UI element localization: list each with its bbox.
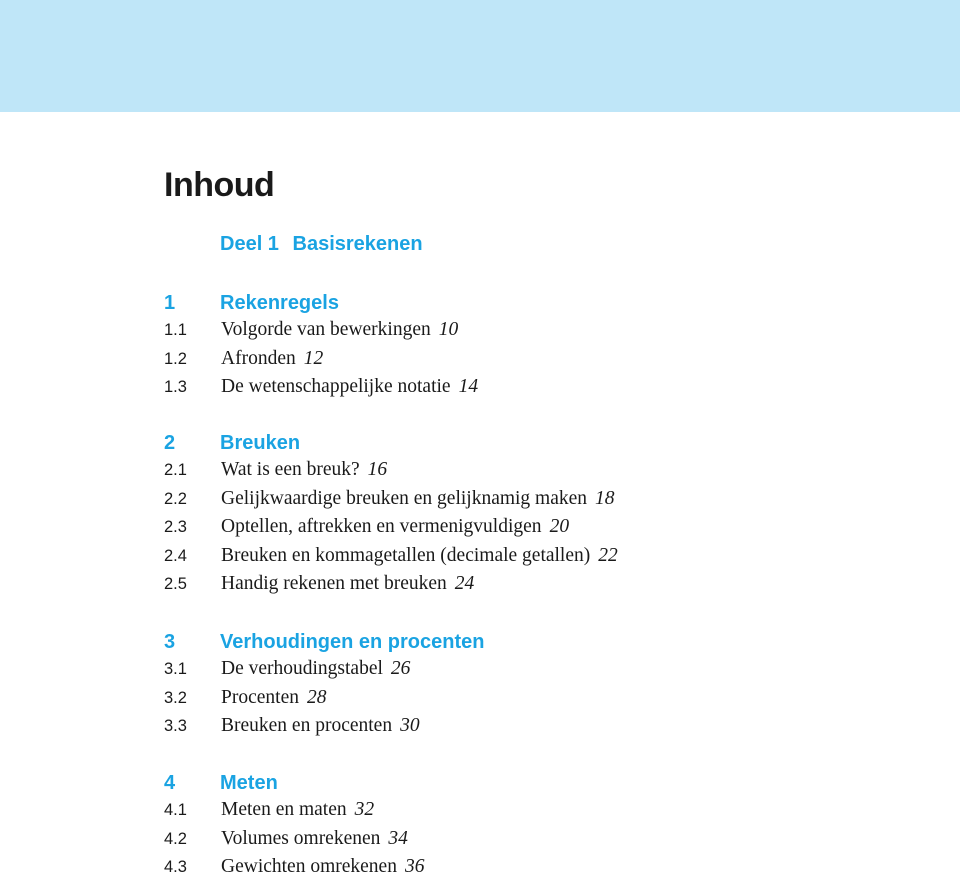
- section-title: Volgorde van bewerkingen: [221, 319, 431, 340]
- toc-entry[interactable]: [0, 544, 960, 573]
- page-number: 28: [306, 686, 327, 708]
- section-number: 2.2: [164, 489, 187, 508]
- section-title: Breuken en kommagetallen (decimale getallen): [221, 544, 591, 566]
- section-number: 3.1: [164, 660, 187, 678]
- chapter-4: [0, 768, 960, 884]
- chapter-heading[interactable]: [0, 768, 960, 798]
- section-title: Gelijkwaardige breuken en gelijknamig maken: [221, 487, 588, 509]
- toc-entry[interactable]: [0, 855, 960, 884]
- toc-entry[interactable]: [0, 827, 960, 856]
- part-heading: [220, 233, 423, 256]
- section-title: Wat is een breuk?: [221, 459, 360, 480]
- section-title: De verhoudingstabel: [221, 658, 383, 679]
- page-number: 30: [400, 715, 420, 736]
- part-number: Deel 1: [220, 233, 279, 255]
- section-number: 1.1: [164, 321, 187, 339]
- chapter-2: [0, 428, 960, 601]
- page-number: 24: [454, 573, 475, 594]
- section-title: Handig rekenen met breuken: [221, 573, 447, 594]
- toc-entry[interactable]: [0, 714, 960, 743]
- page-number: 36: [404, 856, 425, 877]
- section-number: 1.3: [164, 378, 187, 396]
- chapter-title: Rekenregels: [220, 292, 339, 314]
- toc-entry[interactable]: [0, 487, 960, 516]
- section-number: 4.3: [164, 858, 187, 876]
- header-band: [0, 0, 960, 112]
- section-title: Optellen, aftrekken en vermenigvuldigen: [221, 516, 542, 537]
- page-number: 10: [438, 319, 459, 340]
- section-number: 2.1: [164, 461, 187, 479]
- chapter-title: Meten: [220, 772, 278, 794]
- part-title: Basisrekenen: [292, 233, 423, 255]
- page-number: 20: [549, 516, 570, 537]
- section-title: Volumes omrekenen: [221, 827, 381, 849]
- toc-entry[interactable]: [0, 657, 960, 686]
- section-number: 2.5: [164, 575, 187, 593]
- chapter-3: [0, 627, 960, 743]
- toc-entry[interactable]: [0, 798, 960, 827]
- page-number: 18: [595, 487, 615, 509]
- section-title: Breuken en procenten: [221, 715, 393, 736]
- chapter-number: 4: [164, 772, 176, 794]
- toc-entry[interactable]: [0, 515, 960, 544]
- section-number: 2.3: [164, 518, 187, 536]
- section-number: 2.4: [164, 546, 187, 565]
- page-number: 26: [390, 658, 411, 679]
- chapter-number: 2: [164, 432, 176, 454]
- section-number: 4.2: [164, 829, 187, 848]
- toc-entry[interactable]: [0, 375, 960, 404]
- toc-entry[interactable]: [0, 572, 960, 601]
- toc-entry[interactable]: [0, 318, 960, 347]
- page-number: 32: [354, 799, 375, 820]
- toc-entry[interactable]: [0, 458, 960, 487]
- chapter-title: Verhoudingen en procenten: [220, 631, 485, 653]
- section-title: De wetenschappelijke notatie: [221, 376, 451, 397]
- section-number: 3.3: [164, 717, 187, 735]
- page-number: 34: [388, 827, 408, 849]
- section-number: 1.2: [164, 349, 187, 368]
- chapter-heading[interactable]: [0, 428, 960, 458]
- chapter-title: Breuken: [220, 432, 301, 454]
- section-number: 3.2: [164, 688, 187, 707]
- page-number: 14: [458, 376, 479, 397]
- section-number: 4.1: [164, 801, 187, 819]
- section-title: Gewichten omrekenen: [221, 856, 397, 877]
- chapter-heading[interactable]: [0, 288, 960, 318]
- page-number: 16: [367, 459, 388, 480]
- page-number: 22: [598, 544, 618, 566]
- section-title: Procenten: [221, 686, 299, 708]
- chapter-number: 1: [164, 292, 176, 314]
- page-title: Inhoud: [164, 166, 275, 204]
- section-title: Meten en maten: [221, 799, 347, 820]
- toc-entry[interactable]: [0, 347, 960, 376]
- toc-entry[interactable]: [0, 686, 960, 715]
- section-title: Afronden: [221, 347, 296, 369]
- page-number: 12: [303, 347, 324, 369]
- chapter-heading[interactable]: [0, 627, 960, 657]
- chapter-1: [0, 288, 960, 404]
- chapter-number: 3: [164, 631, 176, 653]
